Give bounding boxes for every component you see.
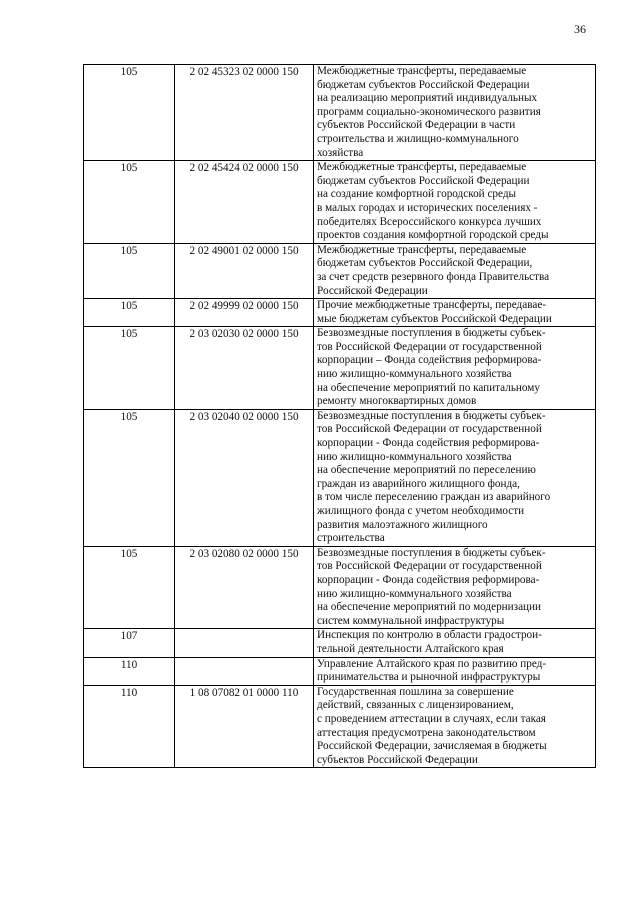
budget-classification-code-cell: 2 02 45323 02 0000 150 — [175, 65, 314, 161]
admin-code-cell: 105 — [84, 546, 175, 629]
budget-classification-code-cell: 2 03 02080 02 0000 150 — [175, 546, 314, 629]
table-row — [84, 161, 596, 244]
admin-code-cell: 105 — [84, 327, 175, 410]
revenue-description-cell: Государственная пошлина за совершение действий, связанных с лицензированием, с проведением аттестации в случаях, если такая аттестация предусмотрена законодательством Российской Федерации, зачисляемая в бюджеты субъектов Российской Федерации — [314, 685, 596, 768]
revenue-description-cell: Инспекция по контролю в области градострои- тельной деятельности Алтайского края — [314, 629, 596, 657]
table-row — [84, 327, 596, 410]
revenue-description-cell: Прочие межбюджетные трансферты, передавае- мые бюджетам субъектов Российской Федерации — [314, 299, 596, 327]
budget-classification-code-cell — [175, 629, 314, 657]
budget-codes-table — [83, 64, 596, 768]
table-row — [84, 685, 596, 768]
table-row — [84, 65, 596, 161]
table-row — [84, 299, 596, 327]
page-number: 36 — [574, 22, 586, 36]
table-row — [84, 546, 596, 629]
admin-code-cell: 105 — [84, 161, 175, 244]
budget-classification-code-cell — [175, 657, 314, 685]
table-row — [84, 243, 596, 298]
revenue-description-cell: Управление Алтайского края по развитию пред- принимательства и рыночной инфраструктуры — [314, 657, 596, 685]
revenue-description-cell: Межбюджетные трансферты, передаваемые бюджетам субъектов Российской Федерации на создание комфортной городской среды в малых городах и исторических поселениях - победителях Всероссийского конкурса лучших проектов создания комфортной городской среды — [314, 161, 596, 244]
budget-classification-code-cell: 2 02 49999 02 0000 150 — [175, 299, 314, 327]
revenue-description-cell: Безвозмездные поступления в бюджеты субъек- тов Российской Федерации от государственной корпорации - Фонда содействия реформирова- нию жилищно-коммунального хозяйства на обеспечение мероприятий по модернизации систем коммунальной инфраструктуры — [314, 546, 596, 629]
admin-code-cell: 105 — [84, 409, 175, 546]
revenue-description-cell: Безвозмездные поступления в бюджеты субъек- тов Российской Федерации от государственной корпорации – Фонда содействия реформирова- нию жилищно-коммунального хозяйства на обеспечение мероприятий по капитальному ремонту многоквартирных домов — [314, 327, 596, 410]
budget-classification-code-cell: 2 02 49001 02 0000 150 — [175, 243, 314, 298]
budget-classification-code-cell: 1 08 07082 01 0000 110 — [175, 685, 314, 768]
revenue-description-cell: Межбюджетные трансферты, передаваемые бюджетам субъектов Российской Федерации, за счет средств резервного фонда Правительства Российской Федерации — [314, 243, 596, 298]
budget-classification-code-cell: 2 02 45424 02 0000 150 — [175, 161, 314, 244]
table-row — [84, 409, 596, 546]
budget-classification-code-cell: 2 03 02040 02 0000 150 — [175, 409, 314, 546]
admin-code-cell: 110 — [84, 657, 175, 685]
admin-code-cell: 110 — [84, 685, 175, 768]
admin-code-cell: 107 — [84, 629, 175, 657]
revenue-description-cell: Межбюджетные трансферты, передаваемые бюджетам субъектов Российской Федерации на реализацию мероприятий индивидуальных программ социально-экономического развития субъектов Российской Федерации в части строительства и жилищно-коммунального хозяйства — [314, 65, 596, 161]
admin-code-cell: 105 — [84, 299, 175, 327]
table-row — [84, 629, 596, 657]
admin-code-cell: 105 — [84, 243, 175, 298]
revenue-description-cell: Безвозмездные поступления в бюджеты субъек- тов Российской Федерации от государственной корпорации - Фонда содействия реформирова- нию жилищно-коммунального хозяйства на обеспечение мероприятий по переселению граждан из аварийного жилищного фонда, в том числе переселению граждан из аварийного жилищного фонда с учетом необходимости развития малоэтажного жилищного строительства — [314, 409, 596, 546]
table-body — [84, 65, 596, 768]
table-row — [84, 657, 596, 685]
admin-code-cell: 105 — [84, 65, 175, 161]
budget-classification-code-cell: 2 03 02030 02 0000 150 — [175, 327, 314, 410]
